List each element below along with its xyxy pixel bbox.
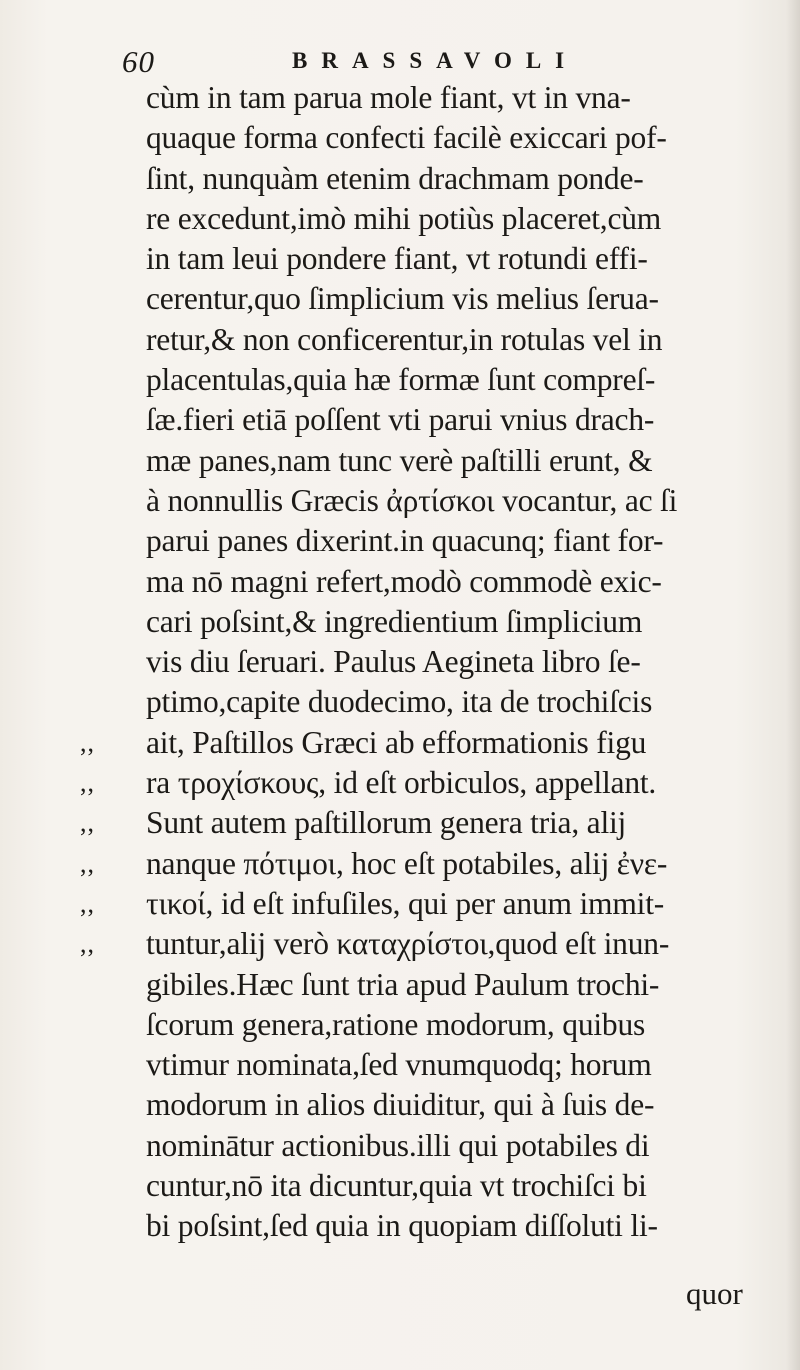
line-text: retur,& non conficerentur,in rotulas vel in: [146, 321, 663, 357]
line-text: ait, Paſtillos Græci ab efformationis figu: [146, 724, 647, 760]
line-text: cerentur,quo ſimplicium vis melius ſerua-: [146, 281, 659, 317]
page-edge-shadow: [786, 0, 800, 1370]
text-line: [80, 360, 780, 400]
running-head: BRASSAVOLI: [292, 48, 579, 73]
line-text: Sunt autem paſtillorum genera tria, alij: [146, 805, 627, 841]
line-text: in tam leui pondere fiant, vt rotundi effi-: [146, 241, 648, 277]
line-text: cari poſsint,& ingredientium ſimplicium: [146, 603, 643, 639]
text-line: [80, 602, 780, 642]
text-line: [80, 562, 780, 602]
text-line: [80, 1206, 780, 1246]
body-text: [80, 78, 780, 1247]
marginal-quote-mark: ,,: [80, 808, 95, 838]
line-text: mæ panes,nam tunc verè paſtilli erunt, &: [146, 442, 653, 478]
line-text: parui panes dixerint.in quacunq; fiant for-: [146, 523, 664, 559]
text-line: [80, 159, 780, 199]
line-text: ptimo,capite duodecimo, ita de trochiſcis: [146, 684, 653, 720]
line-text: cuntur,nō ita dicuntur,quia vt trochiſci bi: [146, 1168, 647, 1204]
text-line: [80, 239, 780, 279]
line-text: ra τροχίσκους, id eſt orbiculos, appellant.: [146, 765, 657, 801]
text-line: [80, 723, 780, 763]
line-text: re excedunt,imò mihi potiùs placeret,cùm: [146, 200, 662, 236]
text-line: [80, 118, 780, 158]
text-line: [80, 803, 780, 843]
line-text: tuntur,alij verò καταχρίστοι,quod eſt inun-: [146, 926, 670, 962]
marginal-quote-mark: ,,: [80, 848, 95, 878]
line-text: nanque πότιμοι, hoc eſt potabiles, alij ἐνε-: [146, 845, 668, 881]
text-line: [80, 763, 780, 803]
marginal-quote-mark: ,,: [80, 929, 95, 959]
text-line: [80, 1126, 780, 1166]
text-line: [80, 682, 780, 722]
line-text: ſæ.fieri etiā poſſent vti parui vnius drach-: [146, 402, 655, 438]
text-line: [80, 844, 780, 884]
line-text: cùm in tam parua mole fiant, vt in vna-: [146, 80, 631, 115]
text-line: [80, 320, 780, 360]
text-line: [80, 521, 780, 561]
line-text: ſcorum genera,ratione modorum, quibus: [146, 1006, 646, 1042]
text-line: [80, 965, 780, 1005]
marginal-quote-mark: ,,: [80, 768, 95, 798]
line-text: gibiles.Hæc ſunt tria apud Paulum trochi-: [146, 966, 660, 1002]
text-line: [80, 1045, 780, 1085]
line-text: vtimur nominata,ſed vnumquodq; horum: [146, 1047, 652, 1083]
text-line: [80, 1085, 780, 1125]
text-line: [80, 199, 780, 239]
line-text: quaque forma confecti facilè exiccari pof-: [146, 120, 667, 156]
line-text: τικοί, id eſt infuſiles, qui per anum immit-: [146, 885, 665, 921]
line-text: bi poſsint,ſed quia in quopiam diſſoluti li-: [146, 1208, 658, 1244]
text-line: [80, 441, 780, 481]
text-line: [80, 400, 780, 440]
marginal-quote-mark: ,,: [80, 888, 95, 918]
line-text: nominātur actionibus.illi qui potabiles di: [146, 1127, 650, 1163]
catchword: quor: [686, 1276, 743, 1311]
text-line: [80, 642, 780, 682]
text-line: [80, 924, 780, 964]
line-text: placentulas,quia hæ formæ ſunt compreſ-: [146, 362, 656, 398]
line-text: modorum in alios diuiditur, qui à ſuis de-: [146, 1087, 655, 1123]
line-text: ma nō magni refert,modò commodè exic-: [146, 563, 662, 599]
text-line: [80, 1005, 780, 1045]
text-line: [80, 78, 780, 118]
line-text: ſint, nunquàm etenim drachmam ponde-: [146, 160, 644, 196]
marginal-quote-mark: ,,: [80, 727, 95, 757]
line-text: vis diu ſeruari. Paulus Aegineta libro ſe-: [146, 644, 641, 680]
text-line: [80, 884, 780, 924]
text-line: [80, 1166, 780, 1206]
line-text: à nonnullis Græcis ἀρτίσκοι vocantur, ac ſi: [146, 482, 678, 518]
text-line: [80, 279, 780, 319]
page-number: 60: [122, 44, 155, 79]
text-line: [80, 481, 780, 521]
